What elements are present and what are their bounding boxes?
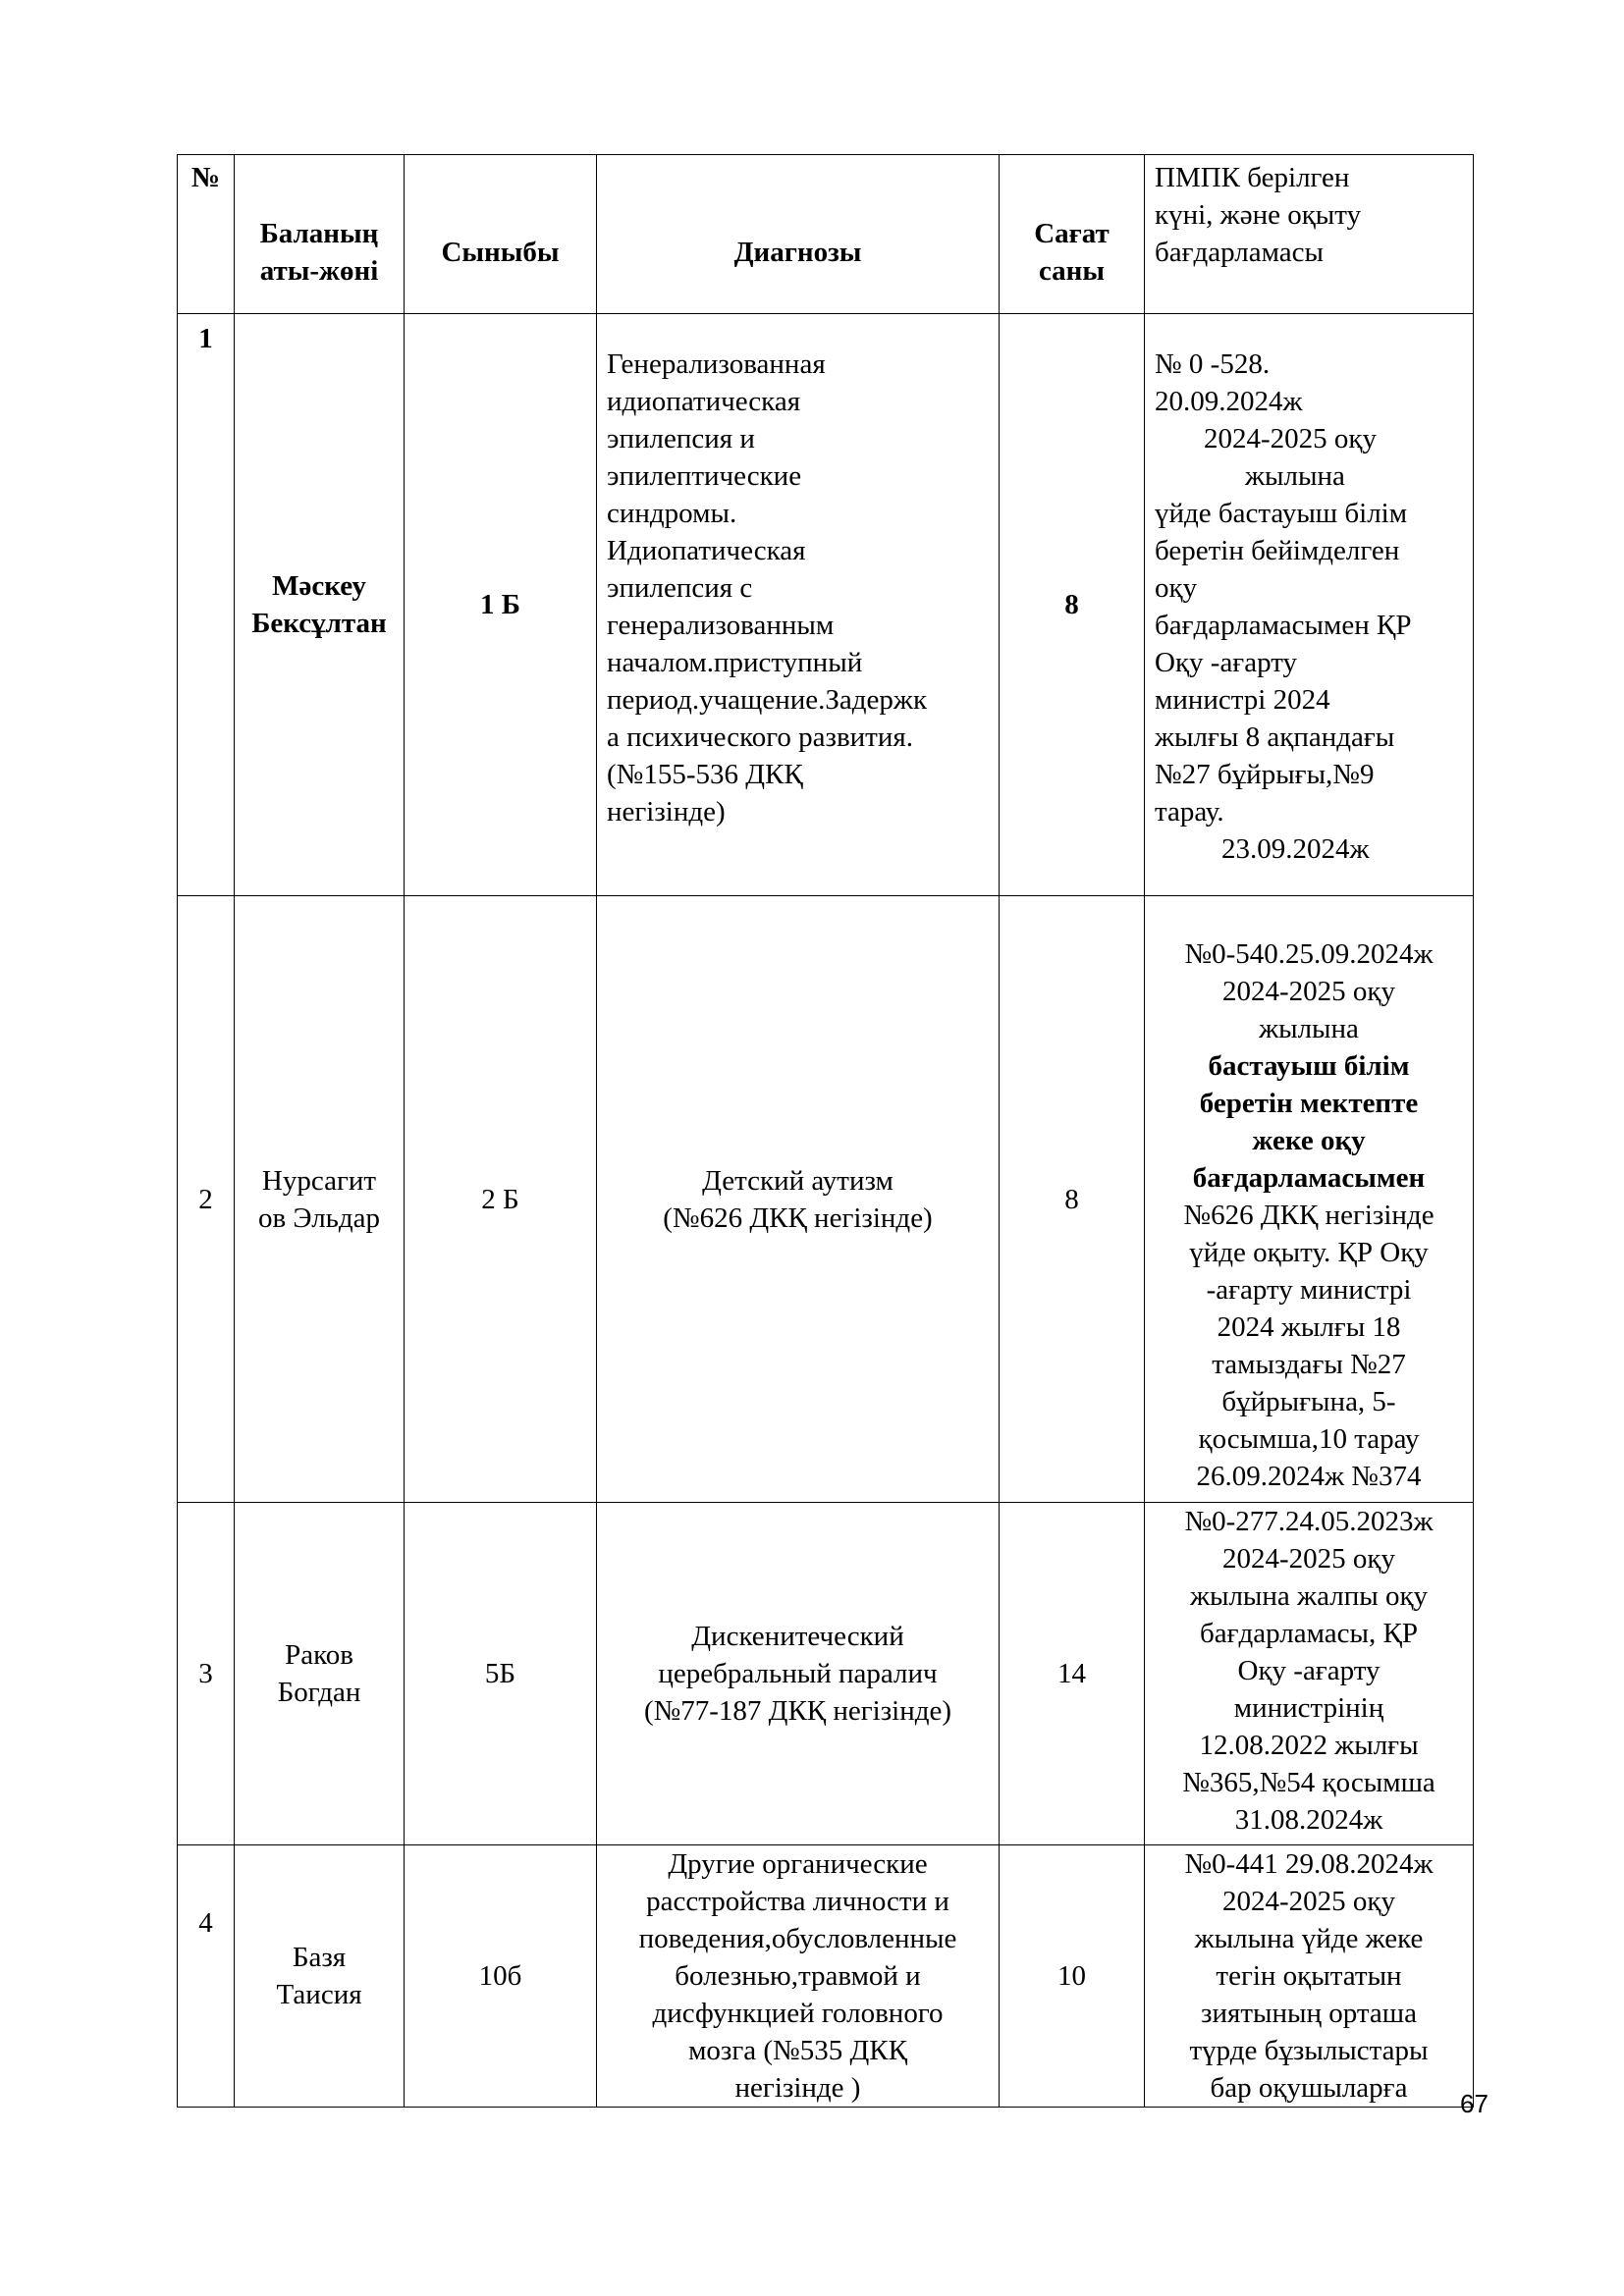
row-hours: 8 — [1000, 314, 1145, 896]
row-num: 3 — [178, 1503, 235, 1845]
row-name: Нурсагит ов Эльдар — [235, 896, 405, 1503]
row-diagnosis: Другие органические расстройства личности и поведения,обусловленные болезнью,травмой и дисфункцией головного мозга (№535 ДКҚ негізінде ) — [597, 1845, 1000, 2108]
header-hours: Сағат саны — [1000, 155, 1145, 314]
row-name: Раков Богдан — [235, 1503, 405, 1845]
page-number: 67 — [1460, 2089, 1489, 2118]
table-header-row — [178, 155, 1474, 314]
row-hours: 14 — [1000, 1503, 1145, 1845]
row-class: 2 Б — [405, 896, 597, 1503]
row-pmpk: №0-441 29.08.2024ж 2024-2025 оқу жылына үйде жеке тегін оқытатын зиятының орташа түрде бұзылыстары бар оқушыларға — [1145, 1845, 1474, 2108]
row-pmpk: №0-277.24.05.2023ж 2024-2025 оқу жылына жалпы оқу бағдарламасы, ҚР Оқу -ағарту министрінің 12.08.2022 жылғы №365,№54 қосымша 31.08.2024ж — [1145, 1503, 1474, 1845]
row-diagnosis: Детский аутизм (№626 ДКҚ негізінде) — [597, 896, 1000, 1503]
row-name: Мәскеу Бексұлтан — [235, 314, 405, 896]
row-diagnosis: Генерализованная идиопатическая эпилепсия и эпилептические синдромы. Идиопатическая эпилепсия с генерализованным началом.приступный период.учащение.Задержк а психического развития. (№155-536 ДКҚ негізінде) — [597, 314, 1000, 896]
row-diagnosis: Дискенитеческий церебральный паралич (№77-187 ДКҚ негізінде) — [597, 1503, 1000, 1845]
row-class: 10б — [405, 1845, 597, 2108]
table-row — [178, 314, 1474, 896]
row-hours: 10 — [1000, 1845, 1145, 2108]
row-num: 4 — [178, 1845, 235, 2108]
row-name: Базя Таисия — [235, 1845, 405, 2108]
row-pmpk: №0-540.25.09.2024ж 2024-2025 оқу жылына бастауыш білім беретін мектепте жеке оқу бағдарламасымен №626 ДКҚ негізінде үйде оқыту. ҚР Оқу -ағарту министрі 2024 жылғы 18 тамыздағы №27 бұйрығына, 5- қосымша,10 тарау 26.09.2024ж №374 — [1145, 896, 1474, 1503]
header-pmpk: ПМПК берілген күні, және оқыту бағдарламасы — [1145, 155, 1474, 314]
row-class: 1 Б — [405, 314, 597, 896]
header-class: Сыныбы — [405, 155, 597, 314]
row-class: 5Б — [405, 1503, 597, 1845]
table-row — [178, 1503, 1474, 1845]
header-name: Баланың аты-жөні — [235, 155, 405, 314]
row-hours: 8 — [1000, 896, 1145, 1503]
header-num: № — [178, 155, 235, 314]
table-row — [178, 1845, 1474, 2108]
row-num: 1 — [178, 314, 235, 896]
table-row — [178, 896, 1474, 1503]
students-table — [177, 154, 1474, 2108]
row-num: 2 — [178, 896, 235, 1503]
header-diagnosis: Диагнозы — [597, 155, 1000, 314]
row-pmpk: № 0 -528. 20.09.2024ж 2024-2025 оқу жылына үйде бастауыш білім беретін бейімделген оқу бағдарламасымен ҚР Оқу -ағарту министрі 2024 жылғы 8 ақпандағы №27 бұйрығы,№9 тарау. 23.09.2024ж — [1145, 314, 1474, 896]
